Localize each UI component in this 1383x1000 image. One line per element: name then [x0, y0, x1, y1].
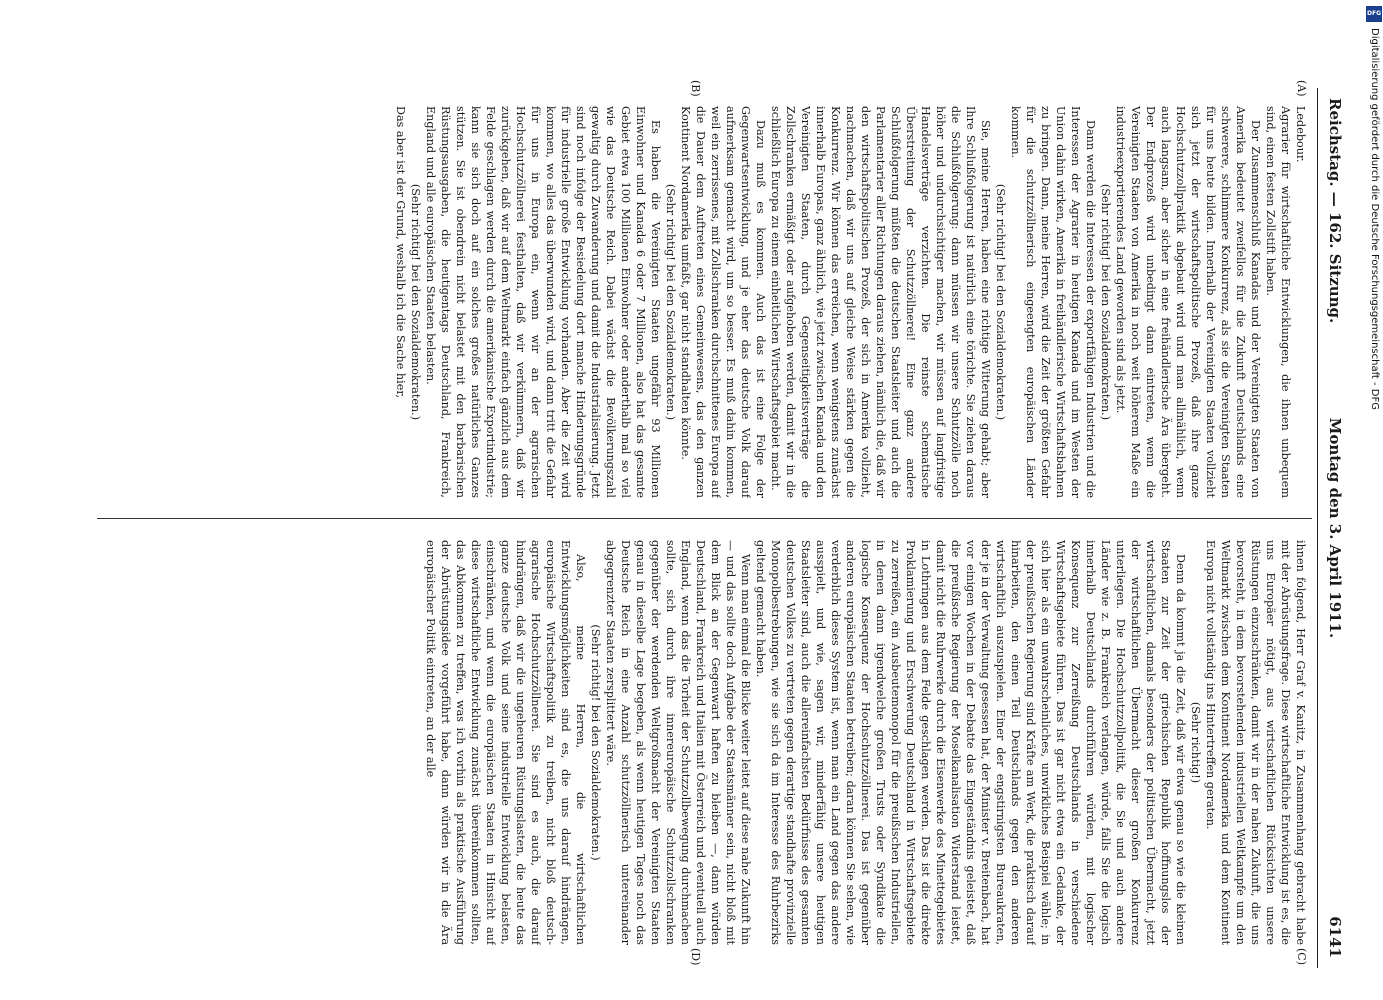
- paragraph: Das aber ist der Grund, weshalb ich die Sache hier,: [394, 106, 407, 399]
- paragraph: Wenn man einmal die Blicke weiter leitet auf diese nahe Zukunft hin — und das sollte doch Aufgabe der Staatsmänner sein, nicht bloß mit dem Blick an der Gegenwart haften zu bleiben —, dann würden Deutschland, Frankreich und Italien mit Österreich und eventuell auch England, wenn das die Torheit der Schutzzollbewegung durchmachen sollte, sich durch ihre innereuropäische Schutzzollschranken gegenüber der werdenden Weltgroßmacht der Vereinigten Staaten genau in dieselbe Lage begeben, als wenn heutigen Tages noch das Deutsche Reich in eine Anzahl schutzzöllnerisch untereinander abgegrenzter Staaten zersplittert wäre.: [604, 540, 752, 945]
- left-column: [98, 106, 1308, 498]
- margin-marker-d: (D): [689, 948, 702, 966]
- right-column: [98, 540, 1308, 945]
- paragraph: Agrarier für wirtschaftliche Entwicklungen, die ihnen unbequem sind, einen festen Zollstift haben.: [1264, 106, 1292, 498]
- interjection: (Sehr richtig! bei den Sozialdemokraten.): [589, 624, 602, 861]
- digitization-credit: Digitalisierung gefördert durch die Deutsche Forschungsgemeinschaft - DFG: [1369, 28, 1380, 411]
- page-header: [1317, 88, 1352, 968]
- interjection: (Sehr richtig!): [1189, 701, 1202, 784]
- interjection: (Sehr richtig! bei den Sozialdemokraten.): [994, 183, 1007, 421]
- dfg-logo-icon: DFG: [1366, 6, 1382, 22]
- margin-marker-a: (A): [1295, 80, 1308, 97]
- speaker-name: Ledebour.: [1294, 106, 1307, 163]
- paragraph: Es haben die Vereinigten Staaten ungefähr 93 Millionen Einwohner und Kanada 6 oder 7 Millionen, also hat das gesamte Gebiet etwa 100 Millionen Einwohner oder anderthalb mal so viel wie das Deutsche Reich. Dabei wächst die Bevölkerungszahl gewaltig durch Zuwanderung und damit die Industrialisierung. Jetzt sind noch infolge der Besiedelung dort manche Hinderungsgründe für industrielle große Entwicklung vorhanden. Aber die Zeit wird kommen, wo alles das überwunden wird, und dann tritt die Gefahr für uns in Europa ein, wenn wir an der agrarischen Hochschutzzöllnerei festhalten, daß wir verkümmern, daß wir zurückgehen, daß wir auf dem Weltmarkt einfach gänzlich aus dem Felde geschlagen werden durch die amerikanische Exportindustrie; kann sie sich doch auf ein solches großes natürliches Ganzes stützen. Sie ist obendrein nicht belastet mit den barbarischen Rüstungsausgaben, die heutigentags Deutschland, Frankreich, England und alle europäischen Staaten belasten.: [424, 106, 662, 498]
- margin-marker-c: (C): [1295, 948, 1308, 965]
- header-date: Montag den 3. April 1911.: [1326, 417, 1344, 639]
- interjection: (Sehr richtig! bei den Sozialdemokraten.): [664, 183, 677, 421]
- interjection: (Sehr richtig! bei den Sozialdemokraten.): [409, 183, 422, 421]
- interjection: (Sehr richtig! bei den Sozialdemokraten.): [1099, 183, 1112, 421]
- paragraph: Sie, meine Herren, haben eine richtige Witterung gehabt; aber Ihre Schlußfolgerung ist natürlich eine törichte. Sie ziehen daraus die Schlußfolgerung: dann müssen wir unsere Schutzzölle noch höher und undurchsichtiger machen, wir müssen auf langfristige Handelsverträge verzichten. Die reinste schematische Überstreitung der Schutzzöllnerei! Eine ganz andere Schlußfolgerung müßten die deutschen Staatsleiter und auch die Parlamentarier aller Richtungen daraus ziehen, nämlich die, daß wir den wirtschaftspolitischen Prozeß, der sich in Amerika vollzieht, nachmachen, daß wir uns auf gleiche Weise stärken gegen die Konkurrenz. Wir können das erreichen, wenn wenigstens zunächst innerhalb Europas, ganz ähnlich, wie jetzt zwischen Kanada und den Vereinigten Staaten, durch Gegenseitigkeitsverträge die Zollschranken ermäßigt oder aufgehoben werden, damit wir in die schließlich Europa zu einem einheitlichen Wirtschaftsgebiet macht.: [769, 106, 992, 498]
- paragraph: Dann werden die Interessen der exportfähigen Industrien und die Interessen der Agrarier in heutigen Kanada und im Westen der Union dahin wirken, Amerika in freihändlerische Wirtschaftsbahnen zu bringen. Dann, meine Herren, wird die Zeit der größten Gefahr für die schutzzöllnerisch eingeengten europäischen Länder kommen.: [1009, 106, 1097, 498]
- paragraph: Also, meine Herren, die wirtschaftlichen Entwicklungsmöglichkeiten sind es, die uns darauf hindrängen, europäische Wirtschaftspolitik zu treiben, nicht bloß deutsch-agrarische Hochschutzzöllnerei. Sie sind es auch, die darauf hindrängen, daß wir die ungeheuren Rüstungslasten, die heute das ganze deutsche Volk und seine industrielle Entwicklung belasten, einschränken, und wenn die europäischen Staaten in Hinsicht auf diese wirtschaftliche Entwicklung zunächst übereinkommen sollten, das Abkommen zu treffen, was ich vorhin als praktische Ausführung der Abrüstungsidee vorgeführt habe, dann würden wir in die Ära europäischer Politik eintreten, an der alle: [424, 540, 587, 945]
- header-left: Reichstag. — 162. Sitzung.: [1326, 98, 1344, 324]
- rotated-page: [92, 80, 1352, 968]
- page-number: 6141: [1326, 916, 1344, 958]
- paragraph: ihnen folgend, Herr Graf v. Kanitz, in Zusammenhang gebracht habe mit der Abrüstungsfrage. Diese wirtschaftliche Entwicklung ist es, die uns Europäer nötigt, aus wirtschaftlichen Rücksichten unsere Rüstungen einzuschränken, damit wir in der nahen Zukunft, die uns bevorsteht, in dem bevorstehenden industriellen Weltkampfe um den Weltmarkt zwischen dem Kontinent Nordamerika und dem Kontinent Europa nicht vollständig ins Hintertreffen geraten.: [1204, 540, 1307, 945]
- margin-marker-b: (B): [689, 80, 702, 97]
- column-divider: [97, 518, 1312, 519]
- paragraph: Der Zusammenschluß Kanadas und der Vereinigten Staaten von Amerika bedeutet zweifellos für die Zukunft Deutschlands eine schwerere, schlimmere Konkurrenz, als sie die Vereinigten Staaten für uns heute bilden. Innerhalb der Vereinigten Staaten vollzieht sich jetzt der wirtschaftspolitische Prozeß, daß ihre ganze Hochschutzzollpraktik abgebaut wird und man allmählich, wenn auch langsam, aber sicher in eine freihändlerische Ära übergeht. Der Endprozeß wird unbedingt dann eintreten, wenn die Vereinigten Staaten von Amerika in noch weit höherem Maße ein industrieexportierendes Land geworden sind als jetzt.: [1114, 106, 1262, 498]
- paragraph: Dazu muß es kommen. Auch das ist eine Folge der Gegenwartsentwicklung, und je eher das deutsche Volk darauf aufmerksam gemacht wird, um so besser. Es muß dahin kommen, weil ein zerrissenes, mit Zollschranken durchschnittenes Europa auf die Dauer dem Auftreten eines Gemeinwesens, das den ganzen Kontinent Nordamerika umfaßt, gar nicht standhalten könnte.: [679, 106, 767, 498]
- paragraph: Denn da kommt ja die Zeit, daß wir etwa genau so wie die kleinen Staaten zur Zeit der griechischen Republik hoffnungslos der wirtschaftlichen, damals besonders der politischen Übermacht, jetzt der wirtschaftlichen Übermacht dieser großen Konkurrenz unterliegen. Die Hochschutzzollpolitik, die Sie und auch andere Länder wie z. B. Frankreich verlangen, würde, falls Sie die logisch innerhalb Deutschlands durchführen würden, mit logischer Konsequenz zur Zerreißung Deutschlands in verschiedene Wirtschaftsgebiete führen. Das ist gar nicht etwa ein Gedanke, der sich hier als ein unwahrscheinliches, unwirkliches Beispiel wähle; in der preußischen Regierung sind Kräfte am Werk, die praktisch darauf hinarbeiten, den einen Teil Deutschlands gegen den anderen wirtschaftlich auszuspielen. Einer der engstirnigsten Bureaukraten, der je in der Verwaltung gesessen hat, der Minister v. Breitenbach, hat vor einigen Wochen in der Debatte das Eingeständnis geleistet, daß die preußische Regierung der Moselkanalisation Widerstand leistet, damit nicht die Ruhrwerke durch die Eisenwerke des Minettegebietes in Lothringen aus dem Felde geschlagen werden. Das ist die direkte Proklamierung und Erschwerung Deutschland in Wirtschaftsgebiete zu zerreißen, ein Ausbeutemonopol für die preußischen Industriellen, in denen dann irgendwelche großen Trusts oder Syndikate die logische Konsequenz der Hochschutzzöllnerei. Das ist gegenüber anderen europäischen Staaten betreiben; daran können Sie sehen, wie verderblich dieses System ist, wenn man ein Land gegen das andere ausspielt, und wie, sagen wir, minderfähig unsere heutigen Staatsleiter sind, auch die allereinfachsten Bedürfnisse des gesamten deutschen Volkes zu vertreten gegen derartige standhafte provinzielle Monopolbestrebungen, wie sie sich da im Interesse des Ruhrbezirks geltend gemacht haben.: [754, 540, 1187, 945]
